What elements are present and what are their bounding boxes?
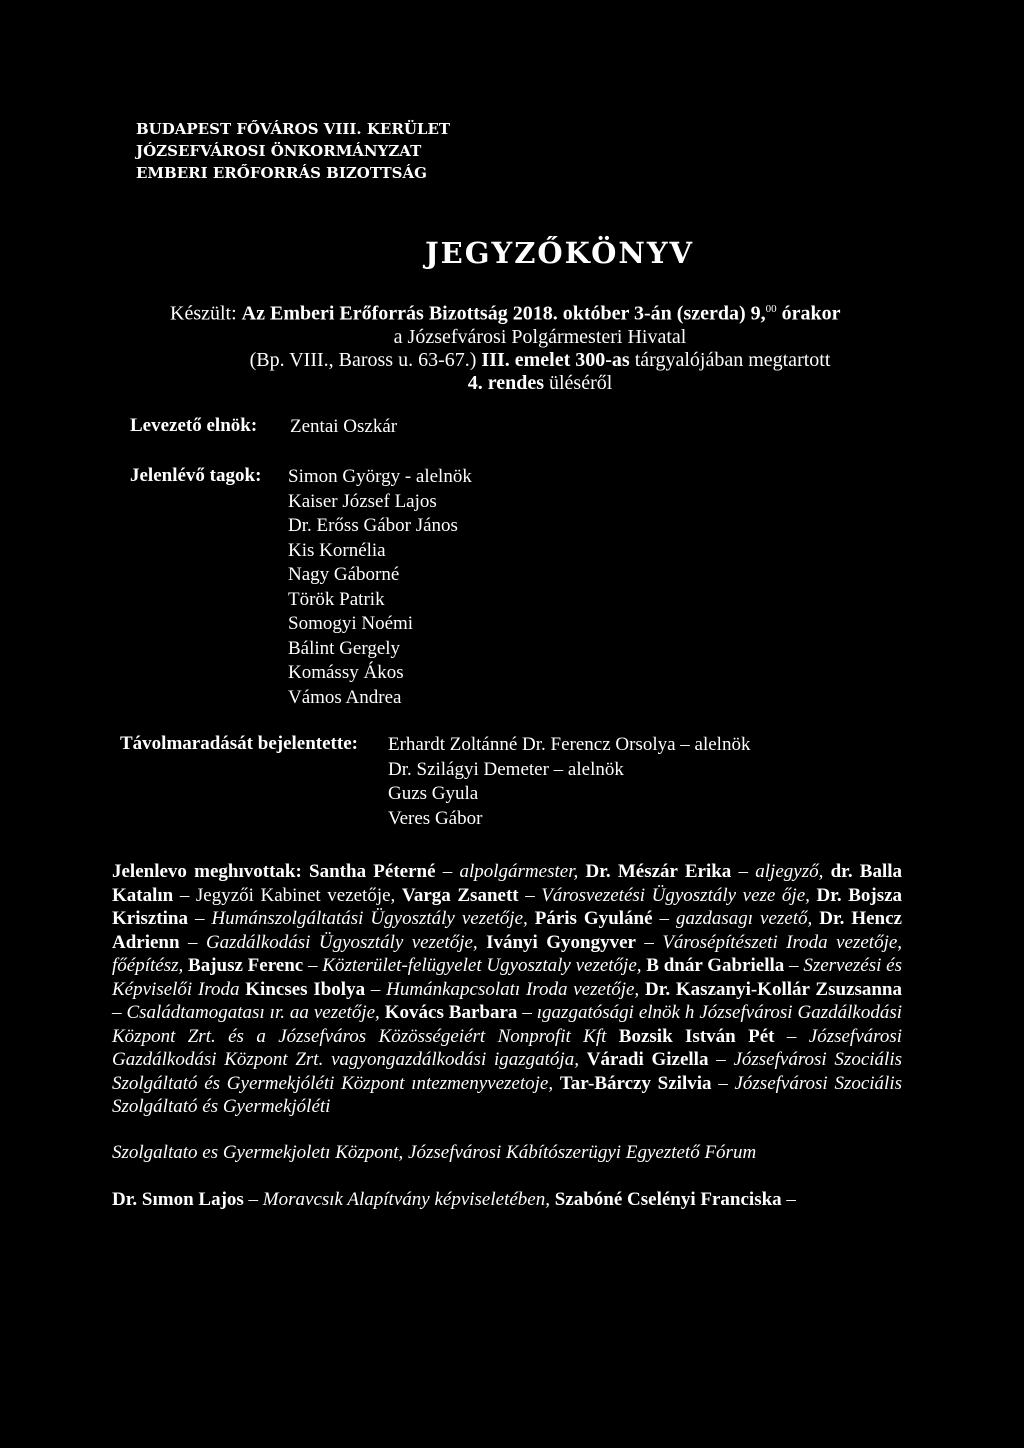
member-name: Török Patrik [288, 588, 385, 610]
header-line-1: BUDAPEST FŐVÁROS VIII. KERÜLET [136, 120, 451, 138]
intro-line-3b: III. emelet 300-as [481, 348, 630, 371]
chair-name: Zentai Oszkár [290, 416, 398, 437]
member-name: Kaiser József Lajos [288, 490, 437, 512]
intro-prefix: Készült: [170, 302, 237, 325]
intro-line-4a: 4. rendes [467, 371, 544, 394]
guest-role: aljegyző, [755, 861, 824, 882]
guest-name: Dr. Sımon Lajos [112, 1189, 244, 1210]
guest-name: Bajusz Ferenc [188, 955, 304, 976]
member-name: Dr. Erőss Gábor János [288, 515, 458, 536]
member-name: Kis Kornélia [288, 539, 386, 561]
guest-role: alpolgármester, [459, 861, 579, 882]
intro-suffix: órakor [781, 302, 841, 325]
intro-line-4b: üléséről [549, 371, 613, 394]
guest-role: Szolgaltato es Gyermekjoletı Központ, Józsefvárosi Kábítószerügyi Egyeztető Fórum [112, 1141, 757, 1163]
guest-role: Városépítészeti Iroda vezetője, főépítész, [112, 931, 903, 976]
guest-role: ıgazgatósági elnök h Józsefvárosi Gazdálkodási Központ Zrt. és a Józsefváros Közösségeiért Nonprofit Kft [112, 1002, 903, 1047]
guest-name: B dnár Gabriella [646, 955, 785, 976]
members-list [288, 465, 472, 710]
guest-role: Közterület-felügyelet Ugyosztaly vezetője, [322, 955, 642, 976]
member-name: Simon György - alelnök [288, 466, 472, 487]
guests-section [112, 860, 902, 1212]
guest-role: Szervezési és Képviselői Iroda [112, 955, 902, 1000]
guest-name: Váradi Gizella [586, 1049, 709, 1070]
guest-role: Családtamogatası ır. aa vezetője, [126, 1002, 380, 1023]
intro-line-3a: (Bp. VIII., Baross u. 63-67.) [249, 348, 477, 371]
absent-name: Erhardt Zoltánné Dr. Ferencz Orsolya – alelnök [388, 734, 751, 755]
absent-name: Dr. Szilágyi Demeter – alelnök [388, 758, 624, 780]
guest-name: Dr. Bojsza Krisztina [112, 884, 903, 929]
guests-label: Jelenlevo meghıvottak: [112, 861, 302, 882]
intro-line-2: a Józsefvárosi Polgármesteri Hivatal [393, 325, 687, 348]
member-name: Komássy Ákos [288, 662, 404, 683]
guest-name: Páris Gyuláné [534, 908, 653, 929]
guest-name: Tar-Bárczy Szilvia [559, 1072, 712, 1094]
guest-name: Szabóné Cselényi Franciska [554, 1189, 782, 1210]
member-name: Nagy Gáborné [288, 564, 400, 585]
guest-name: Dr. Kaszanyi-Kollár Zsuzsanna [644, 978, 902, 1000]
intro-block [170, 298, 910, 395]
document-title: JEGYZŐKÖNYV [424, 236, 695, 270]
members-label: Jelenlévő tagok: [130, 465, 262, 486]
guest-name: Varga Zsanett [401, 884, 519, 906]
guest-role: Gazdálkodási Ügyosztály vezetője, [205, 931, 478, 953]
member-name: Vámos Andrea [288, 686, 402, 708]
absent-name: Veres Gábor [388, 807, 483, 829]
guest-role: gazdasagı vezető, [675, 908, 813, 929]
intro-sup: 00 [765, 303, 777, 315]
guests-paragraph-2 [112, 1141, 902, 1165]
institution-header [136, 118, 450, 184]
intro-line-3c: tárgyalójában megtartott [634, 348, 831, 371]
guest-role: Józsefvárosi Szociális Szolgáltató és Gyermekjóléti Központ ıntezmenyvezetoje, [112, 1049, 902, 1094]
guest-role: Józsefvárosi Szociális Szolgáltató és Gyermekjóléti [112, 1072, 902, 1117]
absent-list [388, 733, 750, 831]
guest-name: Santha Péterné [309, 861, 436, 882]
header-line-3: EMBERI ERŐFORRÁS BIZOTTSÁG [136, 164, 427, 182]
member-name: Somogyi Noémi [288, 613, 414, 634]
guest-name: Iványi Gyongyver [486, 931, 636, 953]
guest-name: Kovács Barbara [384, 1002, 518, 1023]
guest-name: Dr. Mészár Erika [585, 861, 732, 882]
guest-role: Moravcsık Alapítvány képviseletében, [262, 1189, 550, 1210]
intro-body: Az Emberi Erőforrás Bizottság 2018. október 3-án (szerda) 9, [241, 302, 766, 325]
guest-role: Humánkapcsolatı Iroda vezetője, [386, 978, 640, 1000]
guest-name: Dr. Hencz Adrienn [112, 908, 902, 953]
absent-name: Guzs Gyula [388, 783, 479, 804]
absent-label: Távolmaradását bejelentette: [120, 733, 358, 754]
guest-role: Jegyzői Kabinet vezetője, [195, 884, 396, 906]
guest-name: Bozsik István Pét [618, 1025, 775, 1047]
header-line-2: JÓZSEFVÁROSI ÖNKORMÁNYZAT [136, 142, 422, 160]
guest-name: Kincses Ibolya [245, 978, 366, 1000]
member-name: Bálint Gergely [288, 637, 401, 659]
guest-role: Városvezetési Ügyosztály veze ője, [541, 884, 810, 906]
guest-name: dr. Balla Katalın [112, 861, 903, 906]
guest-role: Józsefvárosi Gazdálkodási Központ Zrt. vagyongazdálkodási igazgatója, [112, 1025, 903, 1070]
guest-role: Humánszolgáltatási Ügyosztály vezetője, [211, 908, 528, 929]
guests-paragraph-1: Jelenlevo meghıvottak: Santha Péterné – alpolgármester, Dr. Mészár Erika – aljegyző, dr. Balla Katalın – Jegyzői Kabinet vezetője, Varga Zsanett – Városvezetési Ügyosztály veze ője, Dr. Bojsza Krisztina – Humánszolgáltatási Ügyosztály vezetője, Páris Gyuláné – gazdasagı vezető, Dr. Hencz Adrienn – Gazdálkodási Ügyosztály vezetője, Iványi Gyongyver – Városépítészeti Iroda vezetője, főépítész, Bajusz Ferenc – Közterület-felügyelet Ugyosztaly vezetője, B dnár Gabriella – Szervezési és Képviselői Iroda Kincses Ibolya – Humánkapcsolatı Iroda vezetője, Dr. Kaszanyi-Kollár Zsuzsanna – Családtamogatası ır. aa vezetője, Kovács Barbara – ıgazgatósági elnök h Józsefvárosi Gazdálkodási Központ Zrt. és a Józsefváros Közösségeiért Nonprofit Kft Bozsik István Pét – Józsefvárosi Gazdálkodási Központ Zrt. vagyongazdálkodási igazgatója, Váradi Gizella – Józsefvárosi Szociális Szolgáltató és Gyermekjóléti Központ ıntezmenyvezetoje, Tar-Bárczy Szilvia – Józsefvárosi Szociális Szolgáltató és Gyermekjóléti [112, 861, 903, 1117]
chair-label: Levezető elnök: [130, 415, 258, 436]
guests-paragraph-3: Dr. Sımon Lajos – Moravcsık Alapítvány képviseletében, Szabóné Cselényi Franciska – [112, 1189, 796, 1210]
